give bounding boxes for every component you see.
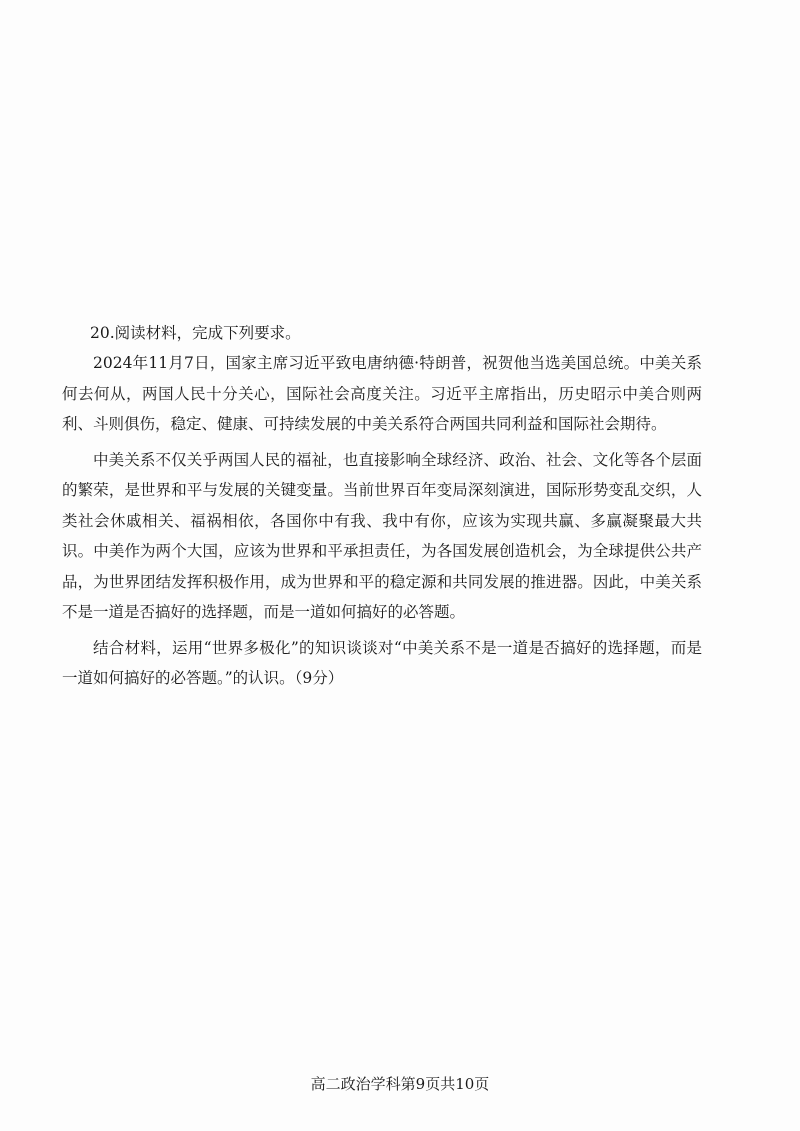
material-paragraph-2: 中美关系不仅关乎两国人民的福祉，也直接影响全球经济、政治、社会、文化等各个层面的繁荣，是世界和平与发展的关键变量。当前世界百年变局深刻演进，国际形势变乱交织，人类社会休戚相关、福祸相依，各国你中有我、我中有你，应该为实现共赢、多赢凝聚最大共识。中美作为两个大国，应该为世界和平承担责任，为各国发展创造机会，为全球提供公共产品，为世界团结发挥积极作用，成为世界和平的稳定源和共同发展的推进器。因此，中美关系不是一道是否搞好的选择题，而是一道如何搞好的必答题。: [62, 450, 702, 621]
material-paragraph-1: 2024年11月7日，国家主席习近平致电唐纳德·特朗普，祝贺他当选美国总统。中美关系何去何从，两国人民十分关心，国际社会高度关注。习近平主席指出，历史昭示中美合则两利、斗则俱伤，稳定、健康、可持续发展的中美关系符合两国共同利益和国际社会期待。: [62, 354, 702, 433]
question-prompt: 结合材料，运用“世界多极化”的知识谈谈对“中美关系不是一道是否搞好的选择题，而是一道如何搞好的必答题。”的认识。（9分）: [62, 638, 702, 687]
question-block: [62, 318, 702, 694]
page-footer: 高二政治学科第9页共10页: [310, 1075, 490, 1093]
question-heading: 20.阅读材料，完成下列要求。: [90, 324, 301, 342]
